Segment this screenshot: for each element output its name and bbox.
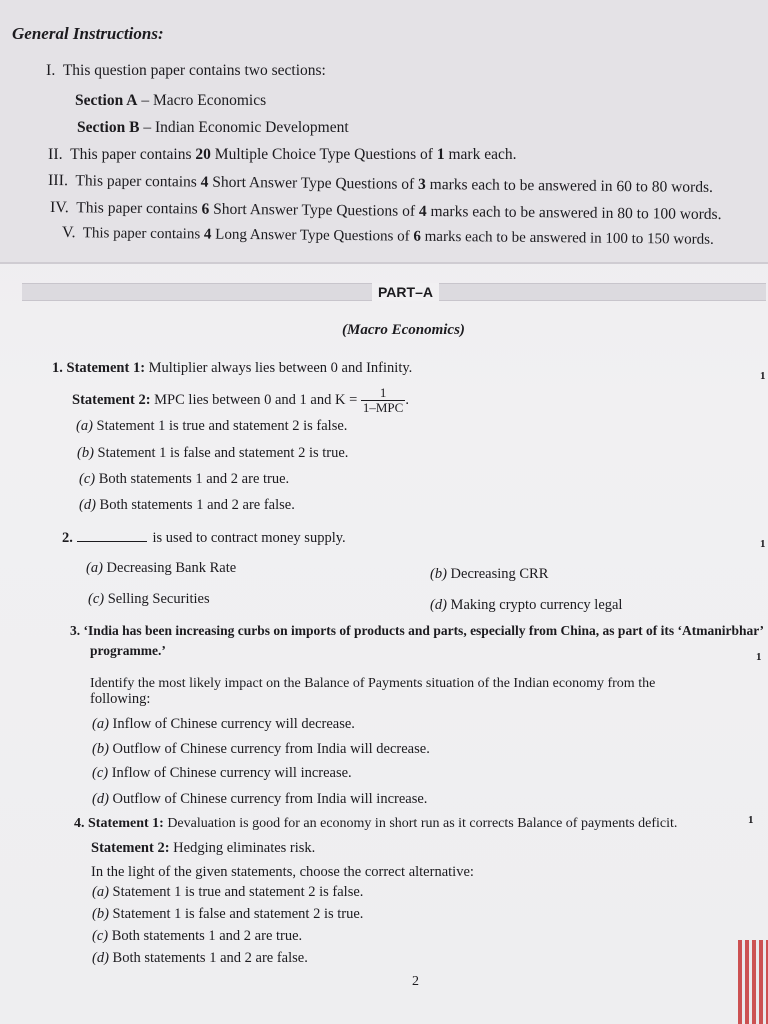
q3-marks: 1 [756,651,762,663]
q4-option-b: (b) Statement 1 is false and statement 2 is true. [92,906,364,922]
q3-option-c: (c) Inflow of Chinese currency will increase. [92,765,352,781]
q4-prompt: In the light of the given statements, choose the correct alternative: [91,864,474,880]
q3-quote-line-2: programme.’ [90,643,166,658]
q2-stem: 2. is used to contract money supply. [62,530,346,546]
q1-fraction: $\frac{1}{\text{1–MPC}}$ [362,385,404,415]
q2-option-a: (a) Decreasing Bank Rate [86,560,237,576]
q4-option-a: (a) Statement 1 is true and statement 2 is false. [92,884,364,900]
instruction-4: IV. This paper contains 6 Short Answer Type Questions of 4 marks each to be answered in 80 to 100 words. [49,199,722,224]
page-number: 2 [412,974,419,989]
q1-statement-1: 1. Statement 1: Multiplier always lies between 0 and Infinity. [52,360,413,376]
q1-option-a: (a) Statement 1 is true and statement 2 is false. [76,418,348,434]
section-b-line: Section B – Indian Economic Development [77,119,349,136]
section-a-line: Section A – Macro Economics [75,92,267,109]
q1-option-d: (d) Both statements 1 and 2 are false. [79,497,295,513]
q2-option-c: (c) Selling Securities [88,591,210,607]
instructions-title: General Instructions: [12,24,164,43]
instruction-3: III. This paper contains 4 Short Answer Type Questions of 3 marks each to be answered in 60 to 80 words. [47,172,713,196]
q2-marks: 1 [760,538,766,550]
q2-option-d: (d) Making crypto currency legal [430,597,623,613]
q3-option-b: (b) Outflow of Chinese currency from India will decrease. [92,741,430,757]
q2-blank [77,541,147,542]
q4-option-d: (d) Both statements 1 and 2 are false. [92,950,308,966]
q3-option-d: (d) Outflow of Chinese currency from India will increase. [92,791,428,807]
page-edge-decoration [738,940,768,1024]
section-title: (Macro Economics) [342,322,465,338]
q4-statement-2: Statement 2: Hedging eliminates risk. [91,840,316,856]
q1-option-c: (c) Both statements 1 and 2 are true. [79,471,290,487]
q4-option-c: (c) Both statements 1 and 2 are true. [92,928,303,944]
q3-question-line-2: following: [90,691,151,707]
q1-statement-2: Statement 2: MPC lies between 0 and 1 and K = $\frac{1}{\text{1–MPC}}$ . [72,385,409,415]
q2-option-b: (b) Decreasing CRR [430,566,549,582]
instruction-2: II. This paper contains 20 Multiple Choice Type Questions of 1 mark each. [48,146,517,163]
q3-question-line-1: Identify the most likely impact on the Balance of Payments situation of the Indian economy from the [90,676,656,691]
part-heading: PART–A [372,283,439,301]
q4-marks: 1 [748,814,754,826]
q4-statement-1: 4. Statement 1: Devaluation is good for an economy in short run as it corrects Balance of payments deficit. [74,816,678,831]
q1-marks: 1 [760,370,766,382]
q1-option-b: (b) Statement 1 is false and statement 2 is true. [77,445,349,461]
q3-option-a: (a) Inflow of Chinese currency will decrease. [92,716,355,732]
instruction-5: V. This paper contains 4 Long Answer Type Questions of 6 marks each to be answered in 100 to 150 words. [61,224,714,248]
q3-quote-line-1: 3. ‘India has been increasing curbs on imports of products and parts, especially from China, as part of its ‘Atmanirbhar’ [70,623,765,638]
instruction-1: I. This question paper contains two sections: [46,62,326,79]
